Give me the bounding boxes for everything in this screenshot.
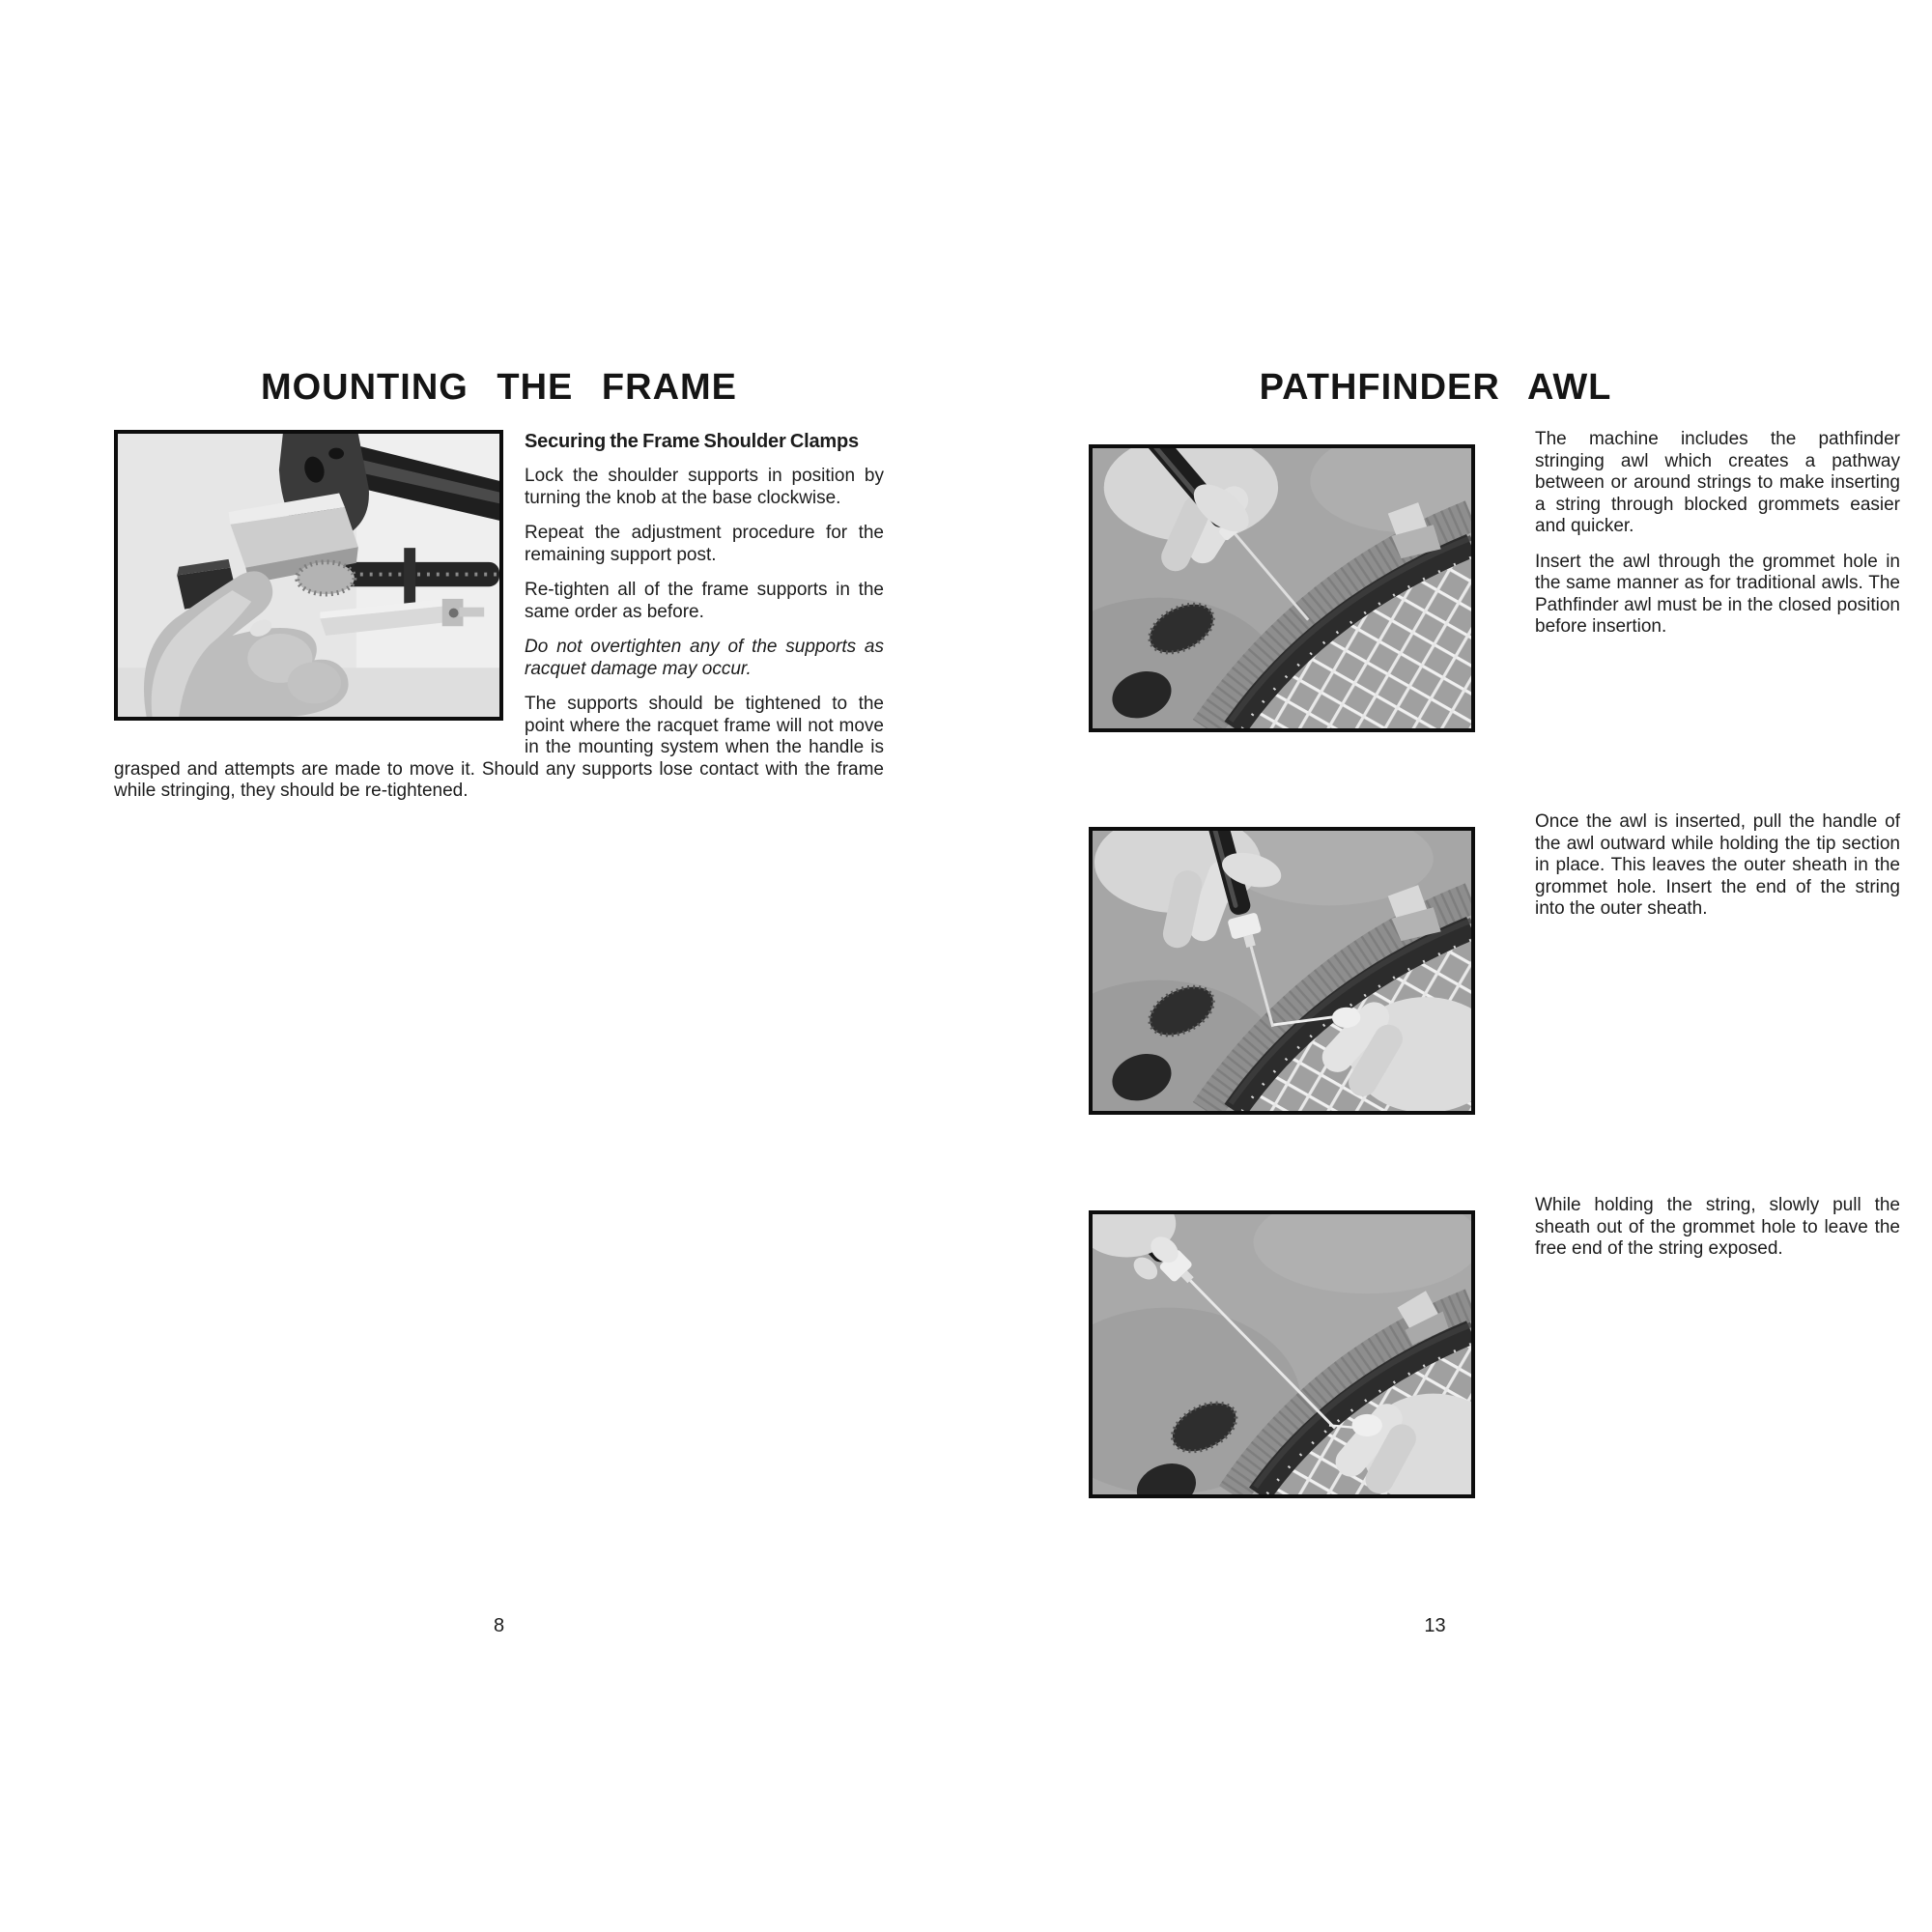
- page-number-right: 13: [1424, 1615, 1446, 1636]
- paragraph-warning: Do not overtighten any of the supports as racquet damage may occur.: [525, 637, 884, 679]
- paragraph: Once the awl is inserted, pull the handle of the awl outward while holding the tip section in place. This leaves the outer sheath in the grommet hole. Insert the end of the string into the outer sheath.: [1535, 811, 1900, 919]
- paragraph: Re-tighten all of the frame supports in the same order as before.: [525, 580, 884, 622]
- page-title-mounting-the-frame: MOUNTING THE FRAME: [260, 367, 738, 409]
- instruction-text: [1535, 1195, 1900, 1274]
- instruction-text: [1535, 429, 1900, 652]
- photo-sheath-removal: [1089, 1210, 1475, 1498]
- paragraph: Lock the shoulder supports in position by turning the knob at the base clockwise.: [525, 466, 884, 508]
- shoulder-clamp-illustration: [118, 434, 499, 717]
- paragraph: The supports should be tightened to the point where the racquet frame will not move in the mounting system when the handle is grasped and attempts are made to move it. Should any supports lose contact with the frame while stringing, they should be re-tightened.: [114, 694, 884, 801]
- photo-awl-sheath-and-string: [1089, 827, 1475, 1115]
- awl-sheath-illustration: [1093, 831, 1471, 1111]
- paragraph: While holding the string, slowly pull the sheath out of the grommet hole to leave the free end of the string exposed.: [1535, 1195, 1900, 1259]
- page-title-pathfinder-awl: PATHFINDER AWL: [1259, 367, 1612, 409]
- instruction-row: [1050, 1195, 1900, 1514]
- sheath-removal-illustration: [1093, 1214, 1471, 1494]
- awl-insertion-illustration: [1093, 448, 1471, 728]
- instruction-row: [1050, 429, 1900, 748]
- section-heading: Securing the Frame Shoulder Clamps: [525, 431, 859, 452]
- instruction-text: [1535, 811, 1900, 934]
- paragraph: The machine includes the pathfinder stringing awl which creates a pathway between or around strings to make inserting a string through blocked grommets easier and quicker.: [1535, 429, 1900, 536]
- left-page-body: [114, 430, 884, 816]
- photo-awl-insertion: [1089, 444, 1475, 732]
- instruction-row: [1050, 811, 1900, 1130]
- paragraph: Repeat the adjustment procedure for the remaining support post.: [525, 523, 884, 565]
- photo-frame-shoulder-clamp: [114, 430, 503, 721]
- page-number-left: 8: [493, 1615, 505, 1636]
- paragraph: Insert the awl through the grommet hole in the same manner as for traditional awls. The Pathfinder awl must be in the closed position before insertion.: [1535, 551, 1900, 637]
